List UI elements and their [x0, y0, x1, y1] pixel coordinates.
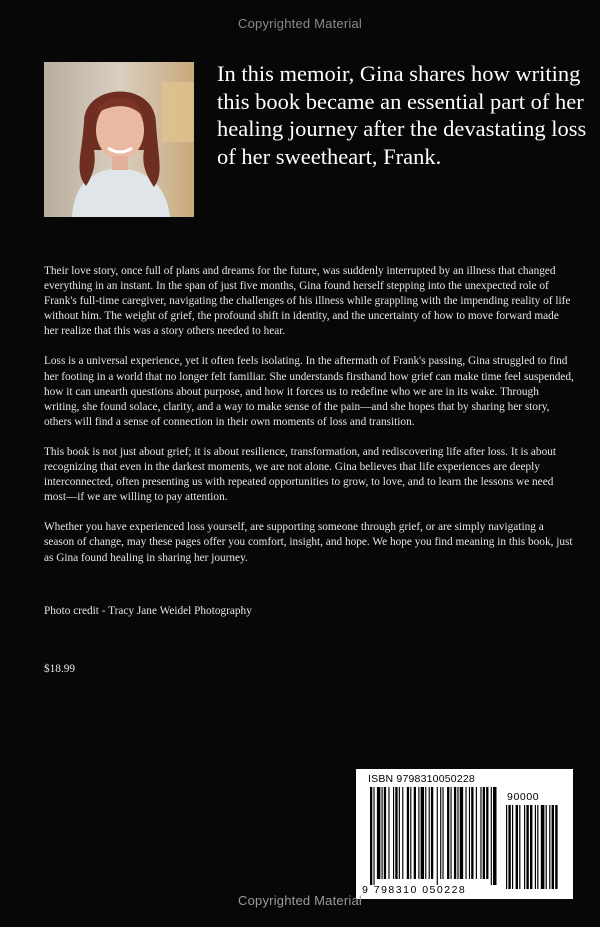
barcode-bar: [395, 787, 397, 879]
barcode-bar: [486, 787, 488, 879]
barcode-bar: [465, 787, 466, 879]
barcode-digits: 9 798310 050228: [362, 884, 467, 896]
addon-code: 90000: [507, 791, 540, 803]
barcode-bar: [393, 787, 394, 879]
addon-bar: [512, 805, 513, 889]
addon-bar: [552, 805, 554, 889]
addon-bar: [549, 805, 550, 889]
barcode-bar: [388, 787, 389, 879]
barcode-bar: [457, 787, 458, 879]
addon-bar: [524, 805, 525, 889]
addon-bar: [537, 805, 538, 889]
addon-bar: [535, 805, 536, 889]
barcode-bar: [491, 787, 492, 885]
barcode-bar: [442, 787, 443, 879]
barcode-bar: [399, 787, 400, 879]
barcode-bar: [469, 787, 470, 879]
addon-bar: [555, 805, 557, 889]
barcode-bars-icon: [356, 769, 573, 899]
barcode-bar: [483, 787, 485, 879]
barcode-bar: [410, 787, 411, 879]
barcode-bar: [402, 787, 403, 879]
addon-bar: [519, 805, 520, 889]
paragraph: Whether you have experienced loss yourself, are supporting someone through grief, or are simply navigating a season of change, may these pages offer you comfort, insight, and hope. We hope you find meaning in this book, just as Gina found healing in sharing her journey.: [44, 521, 573, 564]
paragraph: This book is not just about grief; it is about resilience, transformation, and rediscovering life after loss. It is about recognizing that even in the darkest moments, we are not alone. Gina believes that life experiences are deeply interconnected, often presenting us with repeated opportunities to grow, to love, and to learn the lessons we need most—if we are willing to pay attention.: [44, 445, 557, 504]
isbn-barcode: [356, 769, 573, 899]
barcode-bar: [425, 787, 426, 879]
photo-credit: Photo credit - Tracy Jane Weidel Photography: [44, 605, 252, 617]
barcode-bar: [437, 787, 438, 885]
addon-bar: [546, 805, 547, 889]
barcode-bar: [447, 787, 449, 879]
author-photo: [44, 62, 194, 217]
barcode-bar: [421, 787, 424, 879]
barcode-bar: [382, 787, 383, 879]
paragraph: Their love story, once full of plans and dreams for the future, was suddenly interrupted by an illness that changed everything in an instant. In the span of just five months, Gina found herself stepping into the unexpected role of Frank's full-time caregiver, navigating the challenges of his illness while grappling with the impending reality of life without him. The weight of grief, the profound shift in identity, and the uncertainty of how to move forward made her realize that this was a story others needed to hear.: [44, 265, 571, 338]
addon-bar: [526, 805, 528, 889]
barcode-bar: [370, 787, 372, 885]
intro-blurb: In this memoir, Gina shares how writing this book became an essential part of her healing journey after the devastating loss of her sweetheart, Frank.: [217, 61, 587, 169]
addon-bar: [516, 805, 518, 889]
barcode-bar: [460, 787, 463, 879]
copyright-watermark-top: Copyrighted Material: [238, 16, 362, 31]
barcode-bar: [414, 787, 416, 879]
description-body: [44, 264, 574, 581]
barcode-bar: [373, 787, 374, 885]
barcode-bar: [418, 787, 419, 879]
barcode-bar: [476, 787, 477, 879]
copyright-watermark-bottom: Copyrighted Material: [238, 893, 362, 908]
barcode-bar: [407, 787, 409, 879]
addon-bar: [508, 805, 510, 889]
barcode-bar: [451, 787, 452, 879]
barcode-bar: [377, 787, 380, 879]
author-portrait-icon: [44, 62, 194, 217]
addon-bar: [541, 805, 545, 889]
addon-bar: [530, 805, 532, 889]
barcode-bar: [440, 787, 441, 879]
barcode-bar: [429, 787, 430, 879]
price-label: $18.99: [44, 663, 76, 675]
barcode-bar: [454, 787, 456, 879]
isbn-label: ISBN 9798310050228: [368, 773, 475, 785]
paragraph: Loss is a universal experience, yet it often feels isolating. In the aftermath of Frank's passing, Gina struggled to find her footing in a world that no longer felt familiar. She understands firsthand how grief can make time feel suspended, how it can unearth questions about purpose, and how it forces us to redefine who we are in its wake. Through writing, she found solace, clarity, and a way to make sense of the pain—and she hopes that by sharing her story, others will find a sense of connection in their own moments of loss and transition.: [44, 355, 574, 428]
addon-bar: [506, 805, 507, 889]
barcode-bar: [431, 787, 433, 879]
barcode-bar: [480, 787, 481, 879]
barcode-bar: [471, 787, 473, 879]
barcode-bar: [493, 787, 496, 885]
barcode-bar: [384, 787, 386, 879]
